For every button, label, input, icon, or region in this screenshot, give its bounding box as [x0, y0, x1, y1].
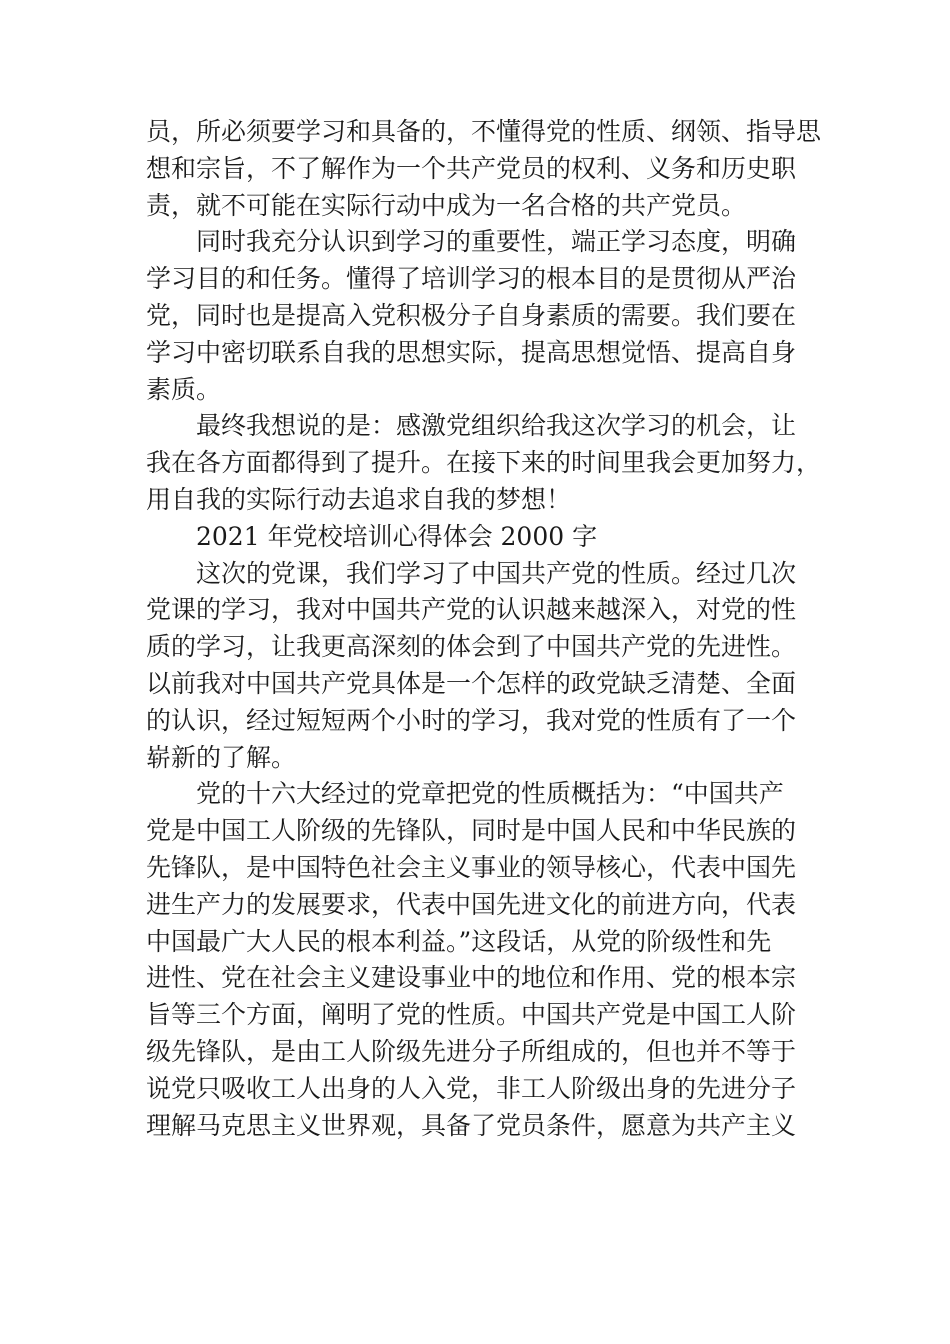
text-line: 说党只吸收工人出身的人入党，非工人阶级出身的先进分子	[146, 1073, 797, 1103]
text-line: 崭新的了解。	[146, 742, 297, 772]
text-line: 质的学习，让我更高深刻的体会到了中国共产党的先进性。	[146, 632, 797, 662]
text-line: 的认识，经过短短两个小时的学习，我对党的性质有了一个	[146, 705, 797, 735]
text-line: 级先锋队，是由工人阶级先进分子所组成的，但也并不等于	[146, 1036, 797, 1066]
text-line: 我在各方面都得到了提升。在接下来的时间里我会更加努力，	[146, 448, 822, 478]
text-line: 员，所必须要学习和具备的，不懂得党的性质、纲领、指导思	[146, 117, 822, 146]
text-line: 党，同时也是提高入党积极分子自身素质的需要。我们要在	[146, 300, 797, 330]
text-line: 2021 年党校培训心得体会 2000 字	[196, 521, 598, 551]
text-line: 学习中密切联系自我的思想实际，提高思想觉悟、提高自身	[146, 337, 797, 367]
text-line: 这次的党课，我们学习了中国共产党的性质。经过几次	[196, 558, 797, 588]
text-line: 最终我想说的是：感激党组织给我这次学习的机会，让	[196, 411, 797, 441]
text-line: 学习目的和任务。懂得了培训学习的根本目的是贯彻从严治	[146, 264, 797, 294]
text-line: 想和宗旨，不了解作为一个共产党员的权利、义务和历史职	[146, 153, 797, 183]
text-line: 进生产力的发展要求，代表中国先进文化的前进方向，代表	[146, 889, 797, 919]
text-line: 进性、党在社会主义建设事业中的地位和作用、党的根本宗	[146, 963, 797, 993]
document-body-text	[146, 114, 826, 1144]
text-line: 同时我充分认识到学习的重要性，端正学习态度，明确	[196, 227, 797, 257]
text-line: 用自我的实际行动去追求自我的梦想！	[146, 484, 572, 514]
text-line: 素质。	[146, 374, 222, 404]
text-line: 先锋队，是中国特色社会主义事业的领导核心，代表中国先	[146, 852, 797, 882]
text-line: 党的十六大经过的党章把党的性质概括为：“中国共产	[196, 779, 784, 809]
text-line: 理解马克思主义世界观，具备了党员条件，愿意为共产主义	[146, 1110, 797, 1140]
text-line: 旨等三个方面，阐明了党的性质。中国共产党是中国工人阶	[146, 1000, 797, 1030]
text-line: 以前我对中国共产党具体是一个怎样的政党缺乏清楚、全面	[146, 668, 797, 698]
text-line: 党是中国工人阶级的先锋队，同时是中国人民和中华民族的	[146, 816, 797, 846]
text-line: 党课的学习，我对中国共产党的认识越来越深入，对党的性	[146, 595, 797, 625]
text-line: 责，就不可能在实际行动中成为一名合格的共产党员。	[146, 190, 747, 220]
text-line: 中国最广大人民的根本利益。”这段话，从党的阶级性和先	[146, 926, 772, 956]
